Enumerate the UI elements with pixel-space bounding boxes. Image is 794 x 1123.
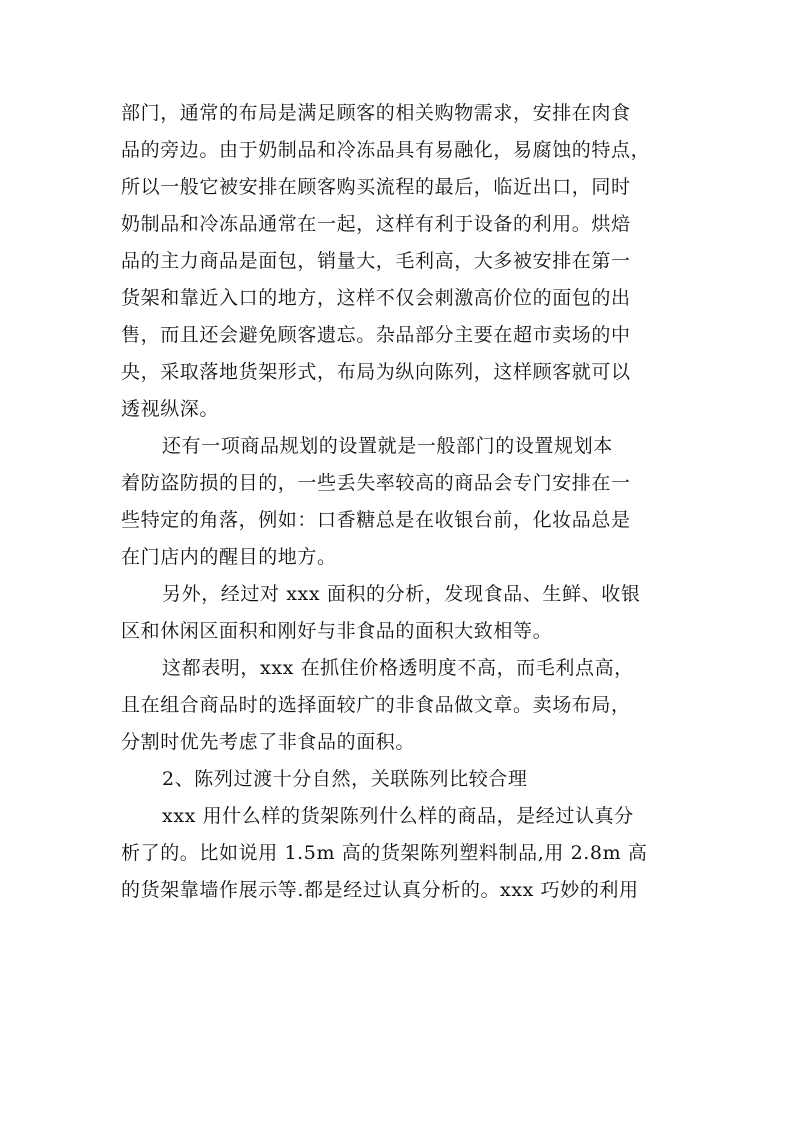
text-line: 所以一般它被安排在顾客购买流程的最后，临近出口，同时 xyxy=(121,176,631,198)
text-line: 且在组合商品时的选择面较广的非食品做文章。卖场布局， xyxy=(121,694,631,716)
paragraph-start-line: 还有一项商品规划的设置就是一般部门的设置规划本 xyxy=(162,435,613,457)
text-line: 货架和靠近入口的地方，这样不仅会刺激高价位的面包的出 xyxy=(121,287,631,309)
text-line: 些特定的角落，例如：口香糖总是在收银台前，化妆品总是 xyxy=(121,509,631,531)
text-line: 央，采取落地货架形式，布局为纵向陈列，这样顾客就可以 xyxy=(121,361,631,383)
text-line: 析了的。比如说用 1.5m 高的货架陈列塑料制品,用 2.8m 高 xyxy=(121,842,648,864)
paragraph-start-line: xxx 用什么样的货架陈列什么样的商品，是经过认真分 xyxy=(162,805,634,827)
text-line: 品的旁边。由于奶制品和冷冻品具有易融化，易腐蚀的特点， xyxy=(121,139,651,161)
document-body xyxy=(121,95,681,909)
paragraph-start-line: 这都表明，xxx 在抓住价格透明度不高，而毛利点高， xyxy=(162,657,634,679)
text-line: 的货架靠墙作展示等.都是经过认真分析的。xxx 巧妙的利用 xyxy=(121,879,639,901)
text-line: 部门，通常的布局是满足顾客的相关购物需求，安排在肉食 xyxy=(121,102,631,124)
text-line: 售，而且还会避免顾客遗忘。杂品部分主要在超市卖场的中 xyxy=(121,324,631,346)
section-heading: 2、陈列过渡十分自然，关联陈列比较合理 xyxy=(162,768,528,790)
text-line: 透视纵深。 xyxy=(121,398,220,420)
paragraph-start-line: 另外，经过对 xxx 面积的分析，发现食品、生鲜、收银 xyxy=(162,583,641,605)
text-line: 区和休闲区面积和刚好与非食品的面积大致相等。 xyxy=(121,620,553,642)
text-line: 品的主力商品是面包，销量大，毛利高，大多被安排在第一 xyxy=(121,250,631,272)
text-line: 在门店内的醒目的地方。 xyxy=(121,546,337,568)
text-line: 奶制品和冷冻品通常在一起，这样有利于设备的利用。烘焙 xyxy=(121,213,631,235)
text-line: 分割时优先考虑了非食品的面积。 xyxy=(121,731,416,753)
text-line: 着防盗防损的目的，一些丢失率较高的商品会专门安排在一 xyxy=(121,472,631,494)
